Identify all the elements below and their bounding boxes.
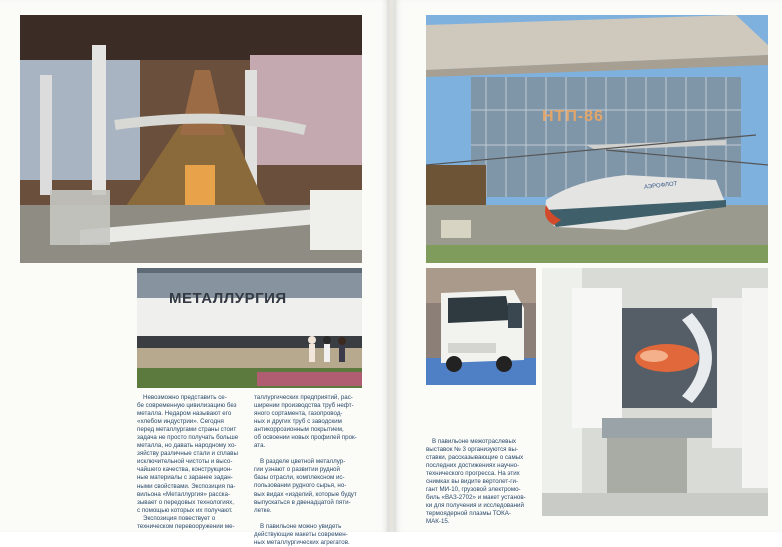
text-column-3 [426,438,538,527]
photo-metallurgy-models [20,15,362,263]
paragraph: Экспозиция повествует о техническом перевооружении ме- [137,514,235,530]
right-page [394,0,782,532]
text-column-1 [137,394,249,531]
paragraph: В разделе цветной металлур- гии узнают о развитии рудной базы отрасли, комплексном ис- пользовании рудного сырья, но- вых видах «изделий, которые будут выпускаться в двенадцатой пяти- летке. [254,458,357,514]
left-page [0,0,389,546]
paragraph: В павильоне межотраслевых выставок № 3 организуются вы- ставки, рассказывающие о самых последних достижениях научно- технического прогресса. На этих снимках вы видите вертолет-ги- гант МИ-10, грузовой электромо- биль «ВАЗ-2702» и макет установ- ки для получения и исследований термоядерной плазмы ТОКА- МАК-15. [426,438,526,526]
paragraph: В павильоне можно увидеть действующие макеты современ- ных металлургических агрегатов. [254,522,350,546]
paragraph: таллургических предприятий, рас- ширении производства труб нефт- яного сортамента, газопровод- ных и других труб с заводским антикоррозионным покрытием, об освоении новых профилей прок- ата. [254,394,357,450]
paragraph: Невозможно представить се- бе современную цивилизацию без металла. Недаром называют его «хлебом индустрии». Сегодня перед металлургами страны стоит задача не просто получать больше металла, но давать народному хо- зяйству различные стали и сплавы исключительной чистоты и высо- чайшего качества, конструкцион- ные материалы с заранее задан- ными свойствами. Экспозиция па- вильона «Металлургия» расска- зывает о передовых технологиях, с помощью которых их получают. [137,394,239,514]
helicopter-marking: АЭРОФЛОТ [643,181,678,191]
building-sign: МЕТАЛЛУРГИЯ [169,290,287,307]
photo-tokamak-model [542,268,768,516]
pavilion-sign: НТП-86 [542,108,604,125]
photo-helicopter-pavilion [426,15,768,263]
photo-metallurgy-pavilion [137,268,362,388]
text-column-2 [254,394,364,547]
photo-electric-van [426,268,536,385]
